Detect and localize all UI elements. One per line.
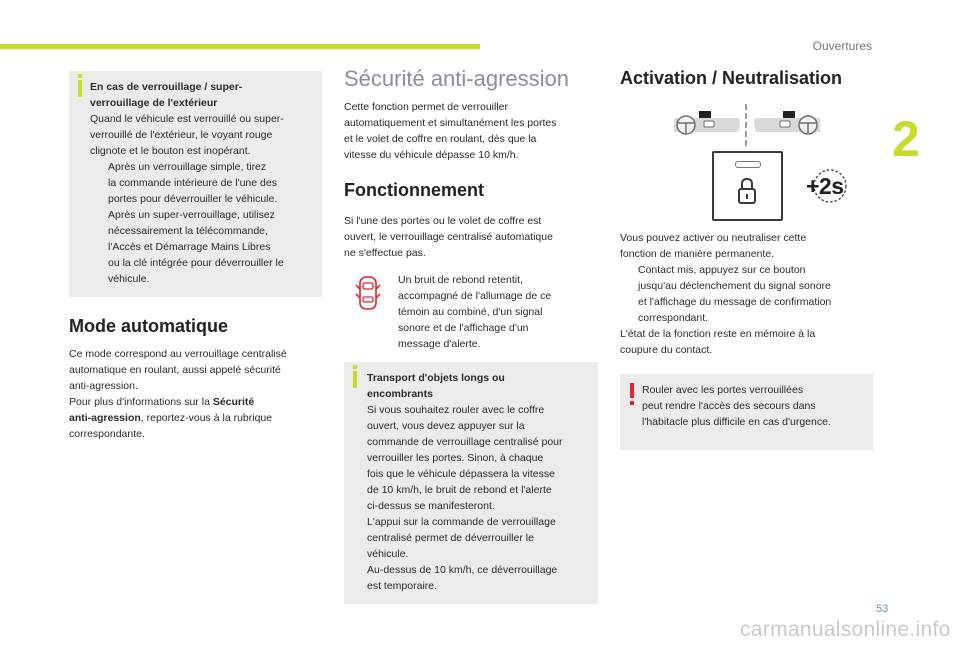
warning-box xyxy=(620,374,873,450)
text-line: anti-agression. xyxy=(69,380,138,392)
text-line: jusqu'au déclenchement du signal sonore xyxy=(638,280,831,292)
info-icon xyxy=(78,80,82,97)
text-line: fois que le véhicule dépassera la vitesse xyxy=(367,468,555,480)
text-line: message d'alerte. xyxy=(398,338,481,350)
text-line: fonction de manière permanente. xyxy=(620,248,775,260)
text-line: peut rendre l'accès des secours dans xyxy=(642,400,816,412)
text-line: véhicule. xyxy=(108,273,150,285)
text-line: verrouiller les portes. Sinon, à chaque xyxy=(367,452,544,464)
text-line: ou la clé intégrée pour déverrouiller le xyxy=(108,257,284,269)
text-line: Si vous souhaitez rouler avec le coffre xyxy=(367,404,545,416)
text-line: Vous pouvez activer ou neutraliser cette xyxy=(620,232,807,244)
text-line: la commande intérieure de l'une des xyxy=(108,177,277,189)
text-line: correspondant. xyxy=(638,312,709,324)
text-line: accompagné de l'allumage de ce xyxy=(398,290,552,302)
top-accent-bar xyxy=(0,44,480,49)
info-box-exterior-locking xyxy=(69,71,322,297)
text-line: l'habitacle plus difficile en cas d'urgence. xyxy=(642,416,831,428)
info-icon xyxy=(353,371,357,388)
alert-description xyxy=(398,272,598,352)
text-line: Si l'une des portes ou le volet de coffre est xyxy=(344,215,542,227)
text-line: Pour plus d'informations sur la Sécurité xyxy=(69,396,255,408)
text-line: sonore et de l'affichage d'un xyxy=(398,322,529,334)
text-line: Après un super-verrouillage, utilisez xyxy=(108,209,275,221)
text-line: et le volet de coffre en roulant, dès que la xyxy=(344,133,537,145)
bullet-item xyxy=(620,262,880,326)
page-number: 53 xyxy=(876,603,889,615)
dashboard-lhd-icon xyxy=(672,108,742,142)
info-title-line: encombrants xyxy=(367,388,433,400)
text-line: Contact mis, appuyez sur ce bouton xyxy=(638,264,806,276)
fonctionnement-heading: Fonctionnement xyxy=(344,180,484,200)
text-line: anti-agression, reportez-vous à la rubrique xyxy=(69,412,273,424)
dashboard-rhd-icon xyxy=(752,108,822,142)
text-line: centralisé permet de déverrouiller le xyxy=(367,532,534,544)
bullet-item xyxy=(90,159,318,207)
activation-heading: Activation / Neutralisation xyxy=(620,68,843,88)
text-line: est temporaire. xyxy=(367,580,438,592)
activation-text xyxy=(620,230,880,358)
text-line: correspondante. xyxy=(69,428,145,440)
text-line: commande de verrouillage centralisé pour xyxy=(367,436,563,448)
bullet-mark xyxy=(620,262,638,326)
info-title-line: En cas de verrouillage / super- xyxy=(90,81,243,93)
text-line: Un bruit de rebond retentit, xyxy=(398,274,523,286)
plus-two-seconds-label: +2s xyxy=(806,173,844,199)
text-line: ouvert, vous devez appuyer sur la xyxy=(367,420,525,432)
text-line: témoin au combiné, d'un signal xyxy=(398,306,543,318)
text-line: automatiquement et simultanément les portes xyxy=(344,117,557,129)
text-line: de 10 km/h, le bruit de rebond et l'alerte xyxy=(367,484,552,496)
info-title-line: Transport d'objets longs ou xyxy=(367,372,505,384)
text-line: ouvert, le verrouillage centralisé automatique xyxy=(344,231,553,243)
watermark: carmanualsonline.info xyxy=(740,618,951,641)
text-line: verrouillé de l'extérieur, le voyant rouge xyxy=(90,129,273,141)
chapter-number: 2 xyxy=(892,111,920,167)
text-line: Ce mode correspond au verrouillage centralisé xyxy=(69,348,287,360)
mode-automatique-heading: Mode automatique xyxy=(69,316,229,336)
text-line: véhicule. xyxy=(367,548,409,560)
text-line: automatique en roulant, aussi appelé sécurité xyxy=(69,364,281,376)
text-line: nécessairement la télécommande, xyxy=(108,225,268,237)
text-line: L'état de la fonction reste en mémoire à la xyxy=(620,328,816,340)
text-line: l'Accès et Démarrage Mains Libres xyxy=(108,241,271,253)
text-line: vitesse du véhicule dépasse 10 km/h. xyxy=(344,149,519,161)
text-line: portes pour déverrouiller le véhicule. xyxy=(108,193,278,205)
text-line: Rouler avec les portes verrouillées xyxy=(642,384,804,396)
text-line: ci-dessus se manifesteront. xyxy=(367,500,495,512)
securite-anti-agression-heading: Sécurité anti-agression xyxy=(344,66,570,91)
section-name: Ouvertures xyxy=(812,39,872,53)
bullet-mark xyxy=(90,159,108,207)
info-title-line: verrouillage de l'extérieur xyxy=(90,97,218,109)
dashboard-divider xyxy=(745,104,747,146)
text-line: Quand le véhicule est verrouillé ou super- xyxy=(90,113,284,125)
text-line: clignote et le bouton est inopérant. xyxy=(90,145,251,157)
text-line: ne s'effectue pas. xyxy=(344,247,426,259)
bullet-mark xyxy=(90,207,108,287)
warning-exclamation-icon xyxy=(628,383,636,405)
text-line: Au-dessus de 10 km/h, ce déverrouillage xyxy=(367,564,558,576)
car-door-open-warning-icon xyxy=(355,274,381,312)
text-line: coupure du contact. xyxy=(620,344,713,356)
text-line: Cette fonction permet de verrouiller xyxy=(344,101,508,113)
bullet-item xyxy=(90,207,318,287)
text-line: et l'affichage du message de confirmation xyxy=(638,296,832,308)
fonctionnement-text xyxy=(344,213,600,261)
text-line: Après un verrouillage simple, tirez xyxy=(108,161,267,173)
info-box-long-objects xyxy=(344,362,598,604)
button-indicator-light xyxy=(735,161,761,168)
padlock-icon xyxy=(737,177,757,205)
text-line: L'appui sur la commande de verrouillage xyxy=(367,516,556,528)
central-locking-button xyxy=(712,151,783,221)
mode-automatique-text xyxy=(69,346,329,442)
intro-text xyxy=(344,99,600,163)
